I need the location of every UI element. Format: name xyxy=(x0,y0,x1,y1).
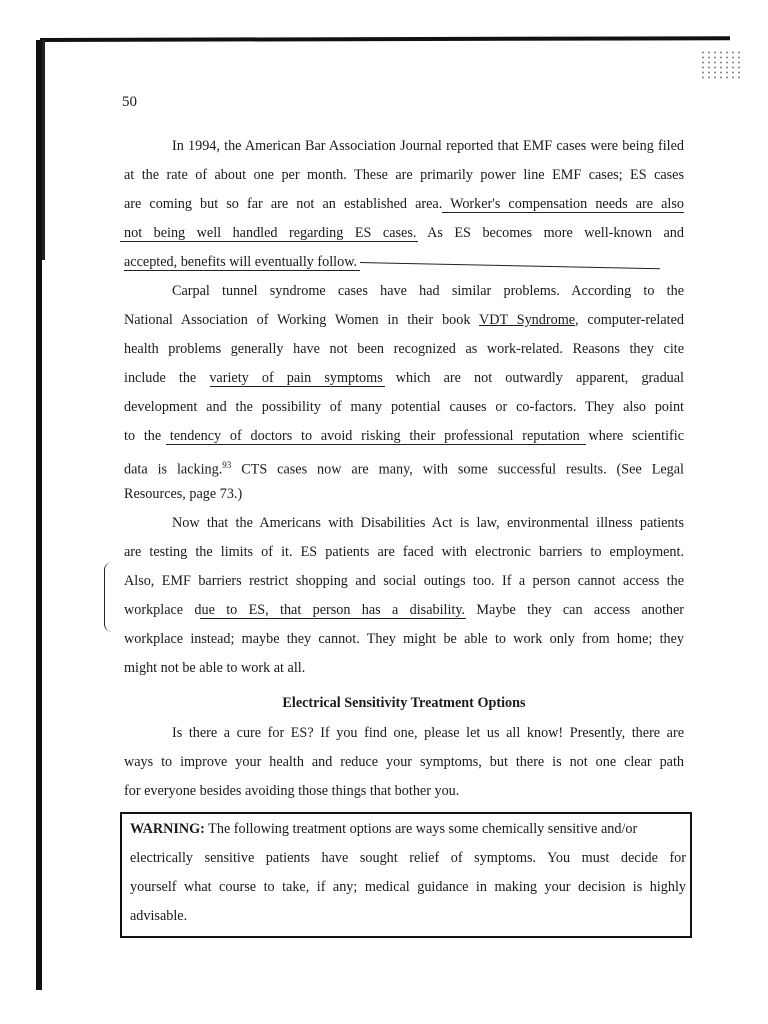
para2-line-2 xyxy=(124,311,684,329)
warning-line-3: yourself what course to take, if any; medical guidance in making your decision is highly xyxy=(130,879,686,895)
para2-line-7-post: CTS cases now are many, with some successful results. (See Legal xyxy=(231,461,684,478)
para2-line-8: Resources, page 73.) xyxy=(124,486,243,502)
para3-line-3: Also, EMF barriers restrict shopping and social outings too. If a person cannot access the xyxy=(124,573,684,589)
para2-line-1: Carpal tunnel syndrome cases have had similar problems. According to the xyxy=(172,283,684,299)
scan-edge-left-inner xyxy=(42,40,45,260)
warning-box xyxy=(120,812,692,938)
footnote-ref: 93 xyxy=(222,460,232,470)
para3-line-1: Now that the Americans with Disabilities Act is law, environmental illness patients xyxy=(172,515,684,531)
para3-line-4: workplace due to ES, that person has a disability. Maybe they can access another xyxy=(124,602,684,618)
handwritten-underline-2 xyxy=(120,241,418,242)
para1-line-4: not being well handled regarding ES cases. As ES becomes more well-known and xyxy=(124,225,684,241)
scan-speckle xyxy=(700,50,740,80)
handwritten-underline-5 xyxy=(166,444,586,445)
para2-line-5: development and the possibility of many potential causes or co-factors. They also point xyxy=(124,399,684,415)
para2-line-3: health problems generally have not been recognized as work-related. Reasons they cite xyxy=(124,341,684,357)
para1-line-1: In 1994, the American Bar Association Journal reported that EMF cases were being filed xyxy=(172,138,684,154)
warning-line-4: advisable. xyxy=(130,908,188,924)
handwritten-underline-1 xyxy=(442,212,684,213)
para2-line-2-post: , computer-related xyxy=(575,312,684,328)
para3-line-6: might not be able to work at all. xyxy=(124,660,306,676)
para4-line-3: for everyone besides avoiding those things that bother you. xyxy=(124,783,460,799)
para3-line-2: are testing the limits of it. ES patients are faced with electronic barriers to employment. xyxy=(124,544,684,560)
warning-line-2: electrically sensitive patients have sought relief of symptoms. You must decide for xyxy=(130,850,686,866)
handwritten-margin-bracket xyxy=(104,562,115,632)
warning-label: WARNING: xyxy=(130,821,205,837)
para2-line-4: include the variety of pain symptoms which are not outwardly apparent, gradual xyxy=(124,370,684,386)
warning-line-1-rest: The following treatment options are ways some chemically sensitive and/or xyxy=(204,821,638,837)
section-heading: Electrical Sensitivity Treatment Options xyxy=(282,695,526,711)
para4-line-1: Is there a cure for ES? If you find one, please let us all know! Presently, there are xyxy=(172,725,684,741)
para4-line-2: ways to improve your health and reduce your symptoms, but there is not one clear path xyxy=(124,754,684,770)
book-title: VDT Syndrome xyxy=(479,312,576,328)
para2-line-2-pre: National Association of Working Women in their book xyxy=(124,312,479,328)
handwritten-underline-4 xyxy=(210,386,385,387)
para2-line-7 xyxy=(124,456,684,479)
para1-line-3: are coming but so far are not an established area. Worker's compensation needs are also xyxy=(124,196,684,212)
para2-line-6: to the tendency of doctors to avoid risking their professional reputation where scientific xyxy=(124,428,684,444)
para1-line-5: accepted, benefits will eventually follow. xyxy=(124,254,358,270)
scan-edge-top xyxy=(40,36,730,42)
para3-line-5: workplace instead; maybe they cannot. They might be able to work only from home; they xyxy=(124,631,684,647)
para1-line-2: at the rate of about one per month. These are primarily power line EMF cases; ES cases xyxy=(124,167,684,183)
warning-line-1 xyxy=(130,820,686,838)
para2-line-7-pre: data is lacking. xyxy=(124,461,223,478)
handwritten-underline-6 xyxy=(200,618,466,619)
page-number: 50 xyxy=(122,94,137,110)
handwritten-underline-3 xyxy=(124,270,360,271)
